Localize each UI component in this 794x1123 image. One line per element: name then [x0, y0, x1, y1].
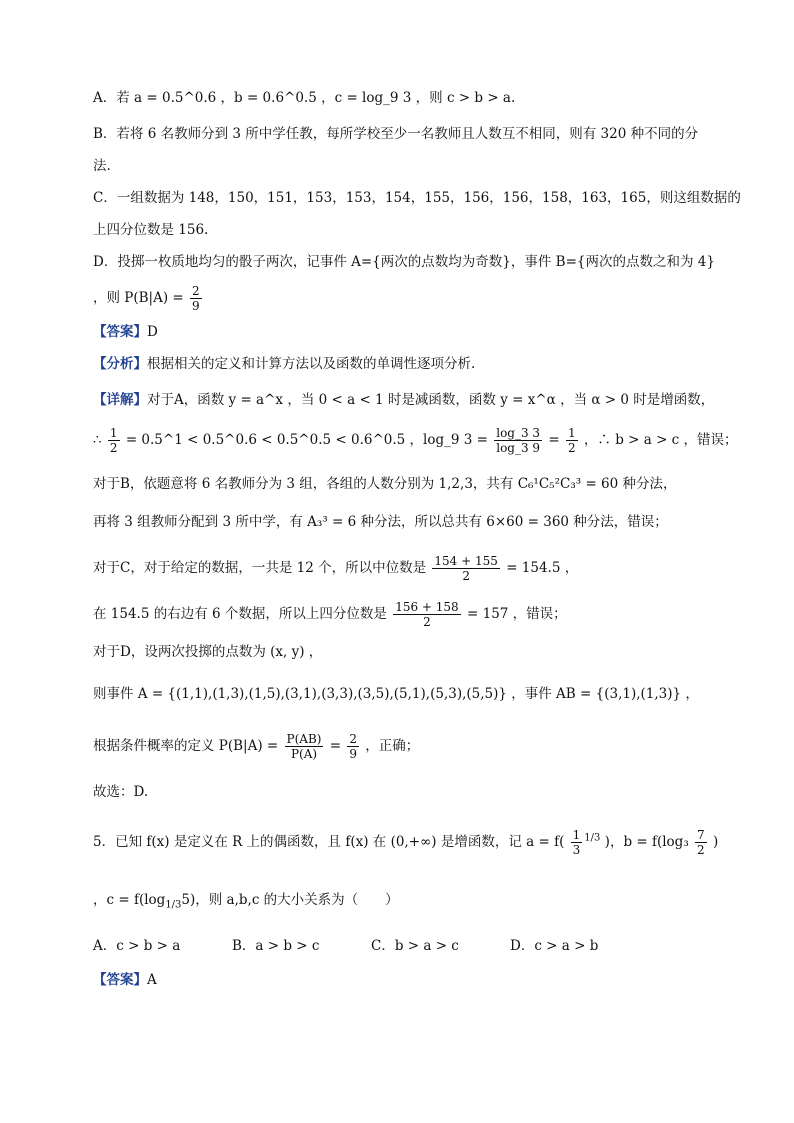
q5-option-a	[93, 936, 180, 956]
median-result: = 154.5 ，	[506, 560, 579, 576]
detail-line1	[93, 390, 713, 410]
quartile-fraction	[393, 600, 461, 629]
fraction-numerator: 156 + 158	[395, 600, 459, 614]
fraction-numerator: log_3 3	[496, 426, 541, 440]
detail-text: 对于A，函数 y = a^x ，当 0 < a < 1 时是减函数，函数 y = x^α ，当 α > 0 时是增函数，	[147, 392, 715, 408]
detail-c-line1	[93, 554, 713, 583]
fraction-numerator: P(AB)	[286, 732, 322, 746]
question-5-close-paren: )	[712, 834, 719, 850]
option-d-line1	[93, 252, 713, 272]
detail-c-line2	[93, 600, 713, 629]
fraction-numerator: 2	[192, 284, 200, 298]
therefore-symbol: ∴	[93, 432, 102, 448]
question-5-text-3: 5)，则 a,b,c 的大小关系为（ ）	[181, 892, 399, 908]
fraction-denominator: 9	[349, 747, 357, 761]
quartile-result: = 157 ，错误；	[467, 606, 567, 622]
q5-option-b	[232, 936, 319, 956]
question-5-mid: )，b = f(log₃	[604, 834, 689, 850]
q5-b-fraction	[695, 828, 707, 857]
detail-fraction-1	[108, 426, 120, 455]
question-5-line1	[93, 828, 719, 857]
detail-fraction-2	[494, 426, 542, 455]
detail-b-text-2: 再将 3 组教师分配到 3 所中学，有 A₃³ = 6 种分法，所以总共有 6×60 = 360 种分法，错误；	[93, 514, 668, 530]
option-a-text: A．若 a = 0.5^0.6 ，b = 0.6^0.5 ，c = log_9 3 ，则 c > b > a.	[93, 90, 516, 106]
fraction-denominator: 2	[109, 441, 118, 455]
detail-d-line2	[93, 684, 713, 704]
option-c-line1	[93, 188, 741, 208]
fraction-denominator: log_3 9	[496, 441, 541, 455]
q5-option-c-text: C．b > a > c	[371, 938, 459, 954]
option-b-text-1: B．若将 6 名教师分到 3 所中学任教，每所学校至少一名教师且人数互不相同，则有 320 种不同的分	[93, 126, 699, 142]
detail-fraction-3	[566, 426, 578, 455]
option-d-text-1: D．投掷一枚质地均匀的骰子两次，记事件 A={两次的点数均为奇数}，事件 B={两次的点数之和为 4}	[93, 254, 715, 270]
fraction-numerator: 7	[697, 828, 705, 842]
question-5-line2	[93, 890, 713, 916]
detail-d-line3	[93, 732, 713, 761]
fraction-numerator: 1	[109, 426, 118, 440]
detail-tag: 【详解】	[93, 392, 147, 408]
analysis-text: 根据相关的定义和计算方法以及函数的单调性逐项分析.	[147, 356, 476, 372]
fraction-numerator: 1	[567, 426, 576, 440]
q5-option-d-text: D．c > a > b	[510, 938, 599, 954]
answer-line	[93, 322, 713, 342]
fraction-denominator: P(A)	[290, 747, 318, 761]
detail-d-conclusion: ，正确；	[365, 738, 420, 754]
detail-c-text-1: 对于C，对于给定的数据，一共是 12 个，所以中位数是	[93, 560, 427, 576]
q5-answer-tag: 【答案】	[93, 972, 147, 988]
option-a	[93, 88, 713, 108]
question-5-text-2: ，c = f(log	[93, 892, 166, 908]
q5-a-exponent: 1/3	[584, 832, 601, 844]
answer-value: D	[147, 324, 158, 340]
fraction-denominator: 2	[462, 569, 470, 583]
detail-conclusion-a: ，∴ b > a > c ，错误；	[583, 432, 738, 448]
question-5-text: 5．已知 f(x) 是定义在 R 上的偶函数，且 f(x) 在 (0,+∞) 是增函数，记 a = f(	[93, 834, 565, 850]
conditional-prob-fraction	[285, 732, 324, 761]
median-fraction	[432, 554, 500, 583]
q5-a-fraction	[571, 828, 583, 857]
q5-option-d	[510, 936, 598, 956]
fraction-denominator: 2	[423, 615, 431, 629]
fraction-denominator: 2	[697, 843, 705, 857]
detail-d-text-2: 则事件 A = {(1,1),(1,3),(1,5),(3,1),(3,3),(3,5),(5,1),(5,3),(5,5)} ，事件 AB = {(3,1),(1,3)} ，	[93, 686, 699, 702]
q5-answer-value: A	[147, 972, 157, 988]
q5-option-b-text: B．a > b > c	[232, 938, 320, 954]
option-d-line2	[93, 284, 713, 313]
detail-c-text-2: 在 154.5 的右边有 6 个数据，所以上四分位数是	[93, 606, 387, 622]
detail-inequality-chain: = 0.5^1 < 0.5^0.6 < 0.5^0.5 < 0.6^0.5 ，log_9 3 =	[125, 432, 488, 448]
fraction-numerator: 154 + 155	[434, 554, 498, 568]
fraction-denominator: 3	[572, 843, 581, 857]
analysis-tag: 【分析】	[93, 356, 147, 372]
detail-b-line2	[93, 512, 713, 532]
fraction-numerator: 1	[572, 828, 581, 842]
log-base: 1/3	[165, 899, 182, 911]
conclusion-text: 故选：D.	[93, 784, 149, 800]
option-b-line2	[93, 156, 713, 176]
detail-line2	[93, 426, 738, 455]
option-c-line2	[93, 220, 713, 240]
detail-b-text-1: 对于B，依题意将 6 名教师分为 3 组，各组的人数分别为 1,2,3，共有 C₆¹C₅²C₃³ = 60 种分法，	[93, 476, 677, 492]
analysis-line	[93, 354, 713, 374]
conditional-prob-value	[347, 732, 359, 761]
detail-b-line1	[93, 474, 713, 494]
fraction-numerator: 2	[349, 732, 357, 746]
option-b-line1	[93, 124, 713, 144]
equals-sign: =	[548, 432, 560, 448]
detail-d-text-3: 根据条件概率的定义 P(B|A) =	[93, 738, 279, 754]
fraction-denominator: 2	[567, 441, 576, 455]
answer-tag: 【答案】	[93, 324, 147, 340]
equals-sign: =	[329, 738, 342, 754]
detail-d-line1	[93, 642, 713, 662]
q5-option-a-text: A．c > b > a	[93, 938, 181, 954]
option-b-text-2: 法.	[93, 158, 111, 174]
option-d-text-2: ，则 P(B|A) =	[93, 290, 184, 306]
fraction-denominator: 9	[192, 299, 200, 313]
detail-d-text-1: 对于D，设两次投掷的点数为 (x, y) ，	[93, 644, 323, 660]
option-c-text-2: 上四分位数是 156.	[93, 222, 209, 238]
option-d-fraction	[190, 284, 202, 313]
option-c-text-1: C．一组数据为 148，150，151，153，153，154，155，156，156，158，163，165，则这组数据的	[93, 190, 741, 206]
q5-option-c	[371, 936, 459, 956]
conclusion-line	[93, 782, 713, 802]
q5-answer-line	[93, 970, 713, 990]
